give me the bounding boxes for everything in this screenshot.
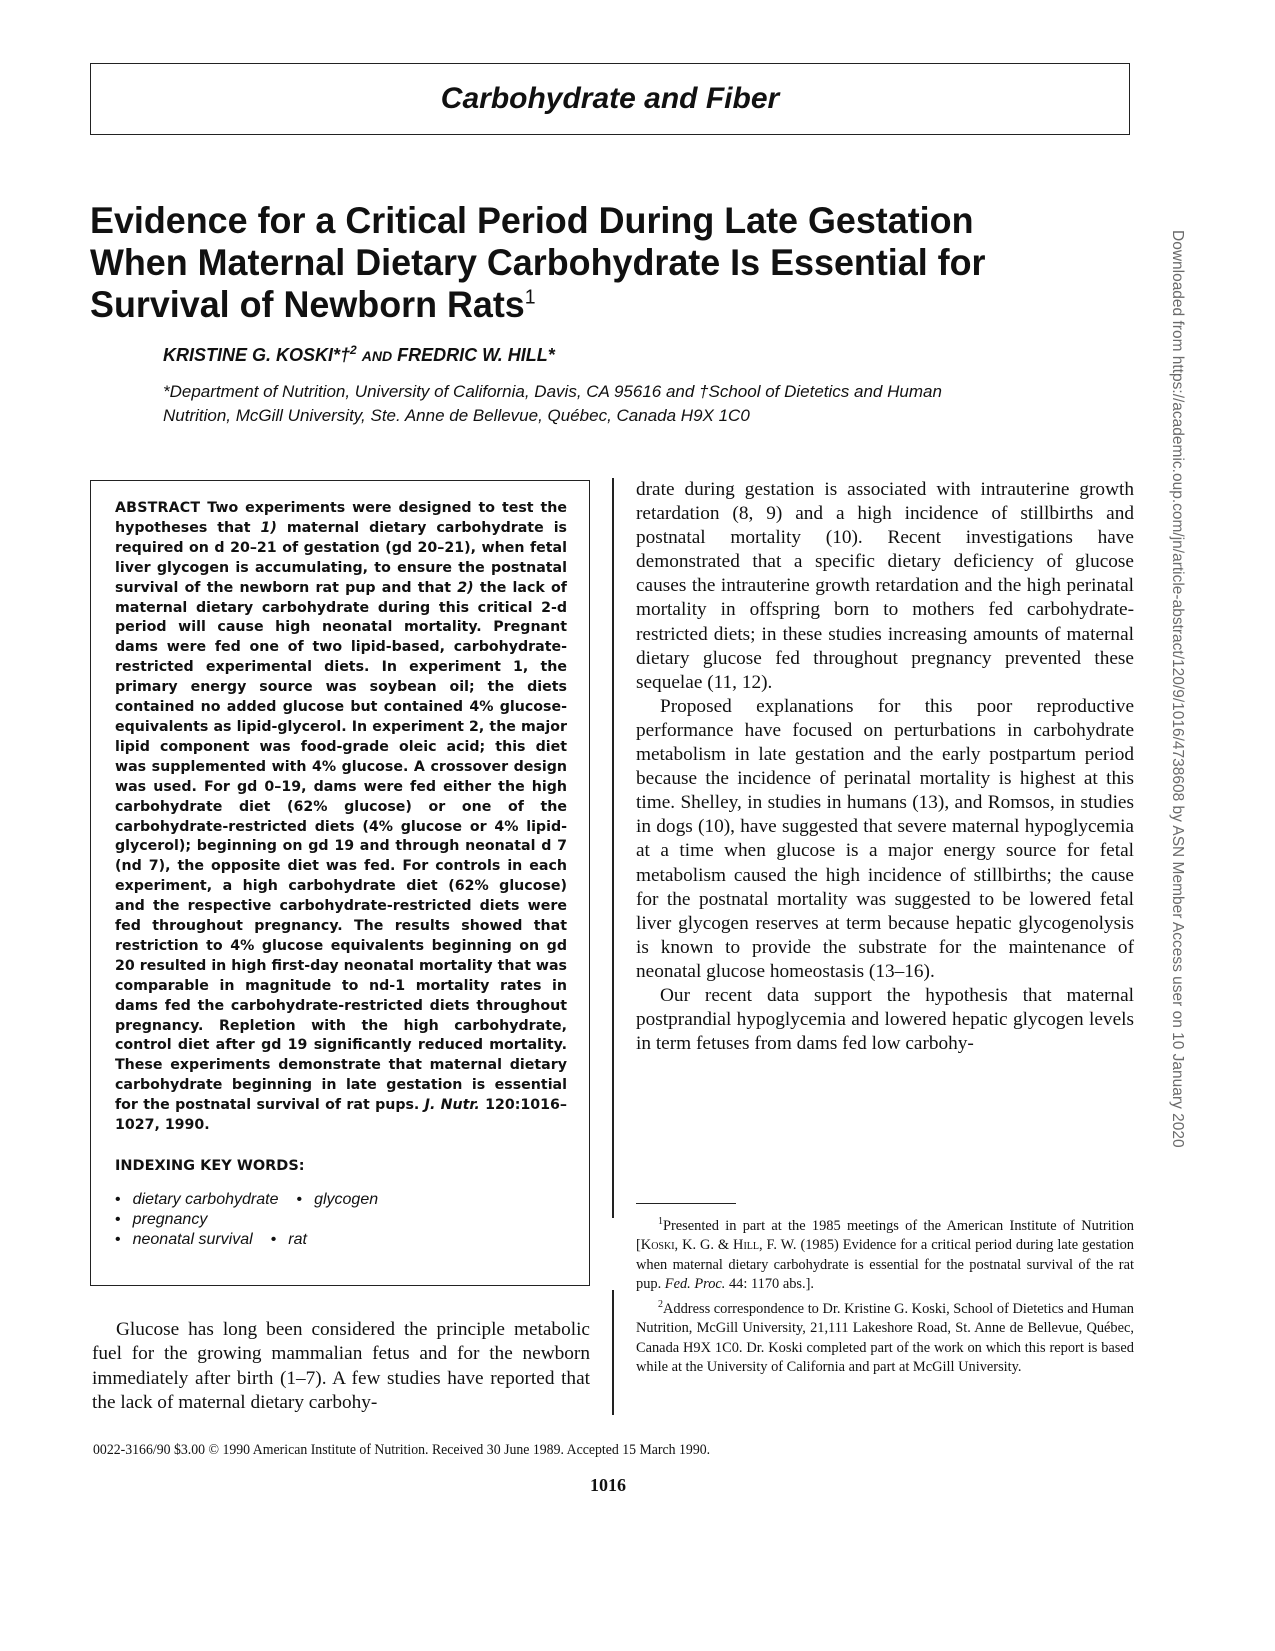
body-right-column bbox=[636, 478, 1134, 1056]
keywords-list bbox=[115, 1190, 567, 1250]
keyword-row bbox=[115, 1230, 567, 1250]
body-paragraph: Our recent data support the hypothesis that maternal postprandial hypoglycemia and lowered hepatic glycogen levels in term fetuses from dams fed low carbohy- bbox=[636, 984, 1134, 1055]
copyright-line: 0022-3166/90 $3.00 © 1990 American Institute of Nutrition. Received 30 June 1989. Accepted 15 March 1990. bbox=[93, 1442, 711, 1458]
column-divider bbox=[612, 478, 614, 1218]
footnote-rule bbox=[636, 1203, 736, 1204]
journal-citation: 120:1016–1027, 1990. bbox=[115, 1097, 568, 1134]
footnote-2: $^2$Address correspondence to Dr. Kristine G. Koski, School of Dietetics and Human Nutrition, McGill University, 21,111 Lakeshore Road, St. Anne de Bellevue, Québec, Canada H9X 1C0. Dr. Koski completed part of the work on which this report is based while at the University of California and part at McGill University. bbox=[636, 1298, 1134, 1376]
abstract-label: ABSTRACT bbox=[115, 500, 201, 516]
article-title bbox=[90, 200, 1118, 326]
section-header-box bbox=[90, 63, 1130, 135]
keyword-row bbox=[115, 1190, 567, 1210]
body-paragraph: Glucose has long been considered the principle metabolic fuel for the growing mammalian fetus and for the newborn immediately after birth (1–7). A few studies have reported that the lack of maternal dietary carbohy- bbox=[92, 1319, 590, 1413]
title-footnote-marker[interactable]: 1 bbox=[524, 286, 536, 309]
author-list bbox=[163, 343, 555, 366]
body-paragraph: drate during gestation is associated with intrauterine growth retardation (8, 9) and a high incidence of stillbirths and postnatal mortality (10). Recent investigations have demonstrated that a specific dietary deficiency of glucose causes the intrauterine growth retardation and the high perinatal mortality in offspring born to mothers fed carbohydrate-restricted diets; in these studies increasing amounts of maternal dietary glucose fed throughout pregnancy prevented these sequelae (11, 12). bbox=[636, 479, 1134, 693]
title-line-2: When Maternal Dietary Carbohydrate Is Essential for bbox=[90, 242, 986, 283]
keyword-item: • pregnancy bbox=[115, 1210, 207, 1230]
body-left-column bbox=[92, 1318, 590, 1415]
section-header: Carbohydrate and Fiber bbox=[440, 82, 780, 115]
abstract-box bbox=[90, 480, 590, 1286]
footnote-1: $^1$Presented in part at the 1985 meetings of the American Institute of Nutrition [Koski, K. G. & Hill, F. W. (1985) Evidence for a critical period during late gestation when maternal dietary carbohydrate is essential for the postnatal survival of the rat pup. Fed. Proc. 44: 1170 abs.]. bbox=[636, 1216, 1134, 1293]
journal-name: J. Nutr. bbox=[424, 1097, 480, 1114]
column-divider bbox=[612, 1290, 614, 1415]
author-connector: AND bbox=[361, 348, 393, 364]
page-number: 1016 bbox=[590, 1475, 626, 1495]
keyword-item: • neonatal survival bbox=[115, 1230, 253, 1250]
body-paragraph: Proposed explanations for this poor reproductive performance have focused on perturbations in carbohydrate metabolism in late gestation and the early postpartum period because the incidence of perinatal mortality is highest at this time. Shelley, in studies in humans (13), and Romsos, in studies in dogs (10), have suggested that severe maternal hypoglycemia at a time when glucose is a major energy source for fetal metabolism caused the high incidence of stillbirths; the cause for the postnatal mortality was suggested to be lowered fetal liver glycogen reserves at term because hepatic glycogenolysis is known to provide the substrate for the maintenance of neonatal glucose homeostasis (13–16). bbox=[636, 695, 1134, 982]
download-watermark bbox=[1166, 230, 1188, 1260]
watermark-text: Downloaded from https://academic.oup.com/jn/article-abstract/120/9/1016/4738608 by ASN Member Access user on 10 January 2020 bbox=[1169, 230, 1186, 1148]
keyword-item: • dietary carbohydrate bbox=[115, 1190, 278, 1210]
author-hill: FREDRIC W. HILL* bbox=[397, 345, 555, 365]
author-koski: KRISTINE G. KOSKI*† bbox=[163, 345, 351, 365]
keyword-row bbox=[115, 1210, 567, 1230]
keywords-heading: INDEXING KEY WORDS: bbox=[115, 1158, 305, 1174]
footnotes bbox=[636, 1212, 1134, 1378]
title-line-1: Evidence for a Critical Period During Late Gestation bbox=[90, 200, 974, 241]
affiliation-line-1: *Department of Nutrition, University of California, Davis, CA 95616 and †School of Dietetics and Human bbox=[163, 382, 942, 401]
affiliations bbox=[163, 380, 1123, 428]
abstract-text: ABSTRACT Two experiments were designed to test the hypotheses that 1) maternal dietary carbohydrate is required on d 20–21 of gestation (gd 20–21), when fetal liver glycogen is accumulating, to ensure the postnatal survival of the newborn rat pup and that 2) the lack of maternal dietary carbohydrate during this critical 2-d period will cause high neonatal mortality. Pregnant dams were fed one of two lipid-based, carbohydrate-restricted experimental diets. In experiment 1, the primary energy source was soybean oil; the diets contained no added glucose but contained 4% glucose-equivalents as lipid-glycerol. In experiment 2, the major lipid component was food-grade oleic acid; this diet was supplemented with 4% glucose. A crossover design was used. For gd 0–19, dams were fed either the high carbohydrate diet (62% glucose) or one of the carbohydrate-restricted diets (4% glucose or 4% lipid-glycerol); beginning on gd 19 and through neonatal d 7 (nd 7), the opposite diet was fed. For controls in each experiment, a high carbohydrate diet (62% glucose) and the respective carbohydrate-restricted diets were fed throughout pregnancy. The results showed that restriction to 4% glucose equivalents beginning on gd 20 resulted in high first-day neonatal mortality that was comparable in magnitude to nd-1 mortality rates in dams fed the carbohydrate-restricted diets throughout pregnancy. Repletion with the high carbohydrate, control diet after gd 19 significantly reduced mortality. These experiments demonstrate that maternal dietary carbohydrate beginning in late gestation is essential for the postnatal survival of rat pups. J. Nutr. 120:1016–1027, 1990. bbox=[115, 500, 568, 1134]
author-footnote-marker[interactable]: 2 bbox=[350, 343, 357, 357]
affiliation-line-2: Nutrition, McGill University, Ste. Anne de Bellevue, Québec, Canada H9X 1C0 bbox=[163, 406, 750, 425]
title-line-3: Survival of Newborn Rats bbox=[90, 284, 525, 325]
keyword-item: • rat bbox=[271, 1230, 307, 1250]
keyword-item: • glycogen bbox=[296, 1190, 378, 1210]
